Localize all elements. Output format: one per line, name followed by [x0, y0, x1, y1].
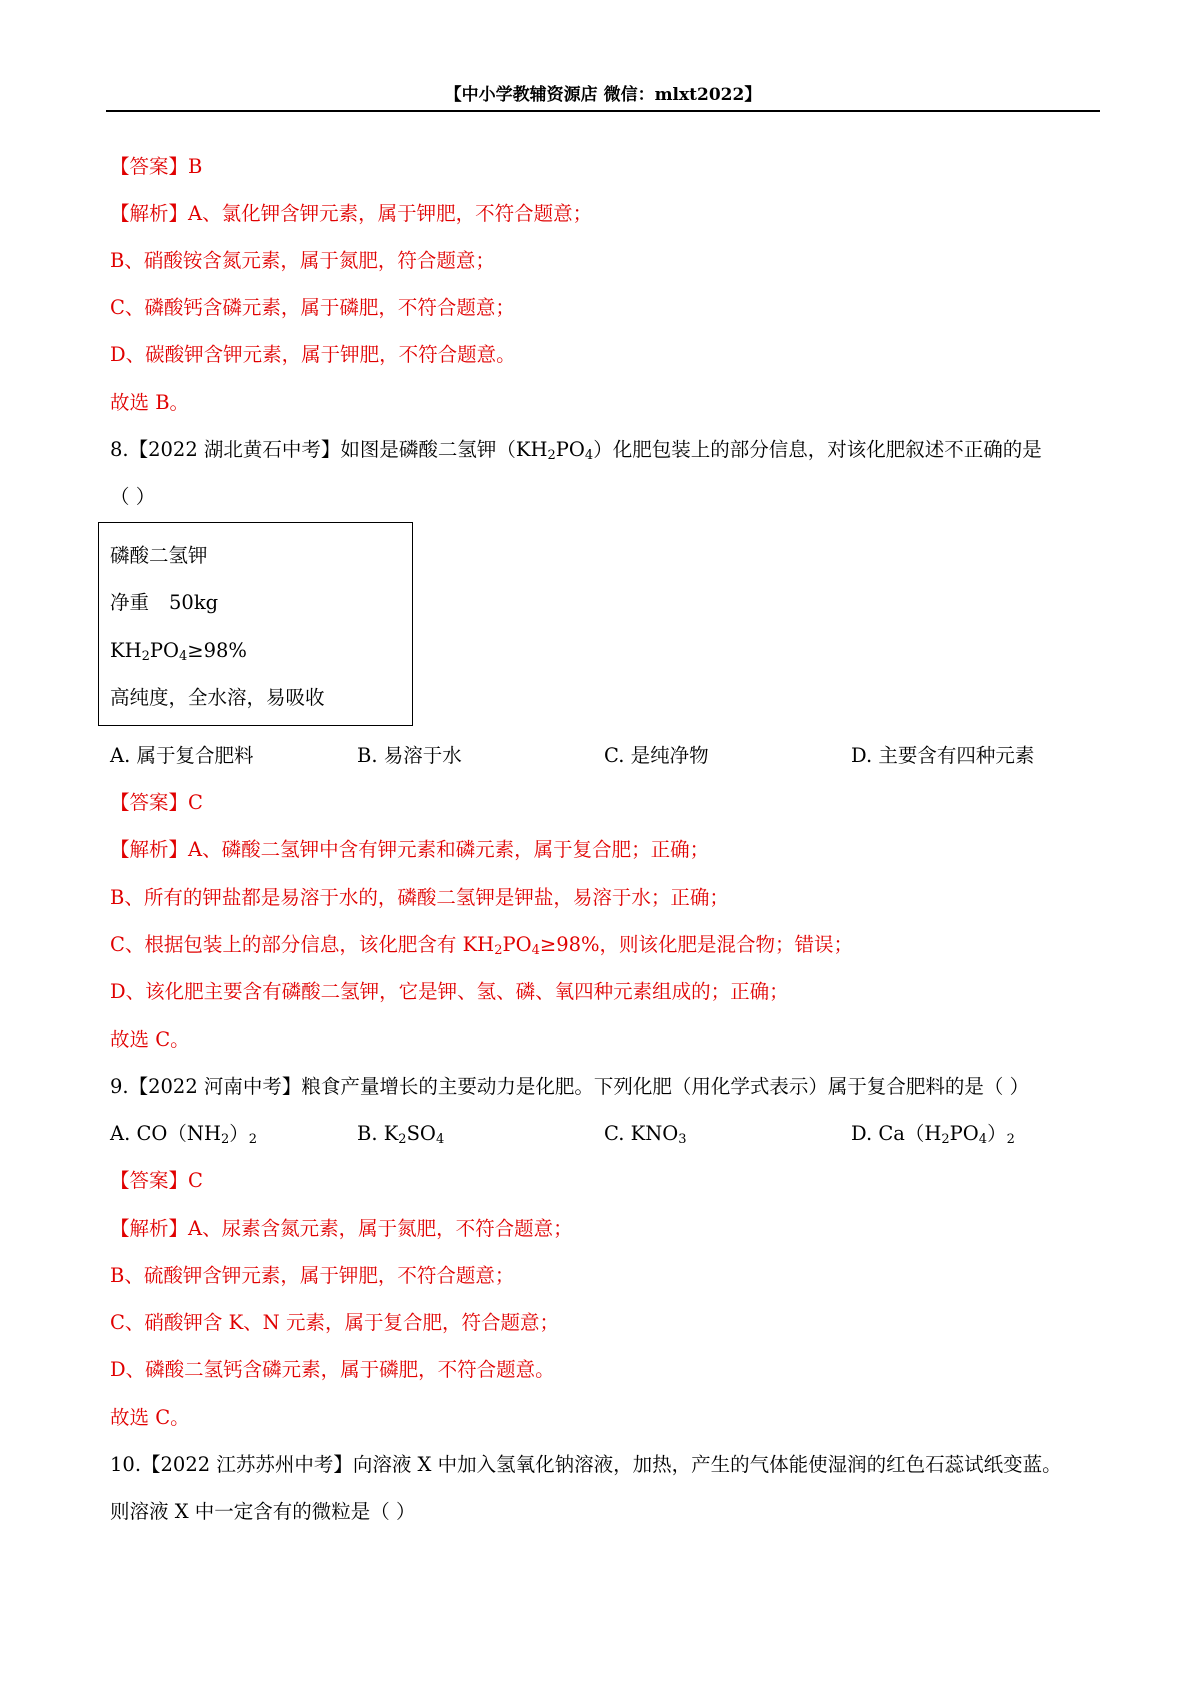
q9-option-a-close: ） [229, 1122, 249, 1145]
q9-option-d-sub: 2 [941, 1132, 950, 1147]
header-divider [106, 110, 1100, 112]
q9-option-b-main: B. K [357, 1122, 399, 1145]
label-net-weight [110, 590, 218, 616]
q9-option-d-sub: 4 [978, 1132, 988, 1147]
q9-answer [110, 1168, 203, 1194]
q8-bracket: （ ） [110, 485, 156, 508]
answer-label: 【答案】 [110, 1169, 189, 1192]
q7-answer [110, 154, 202, 180]
q9-option-a-sub: 2 [220, 1132, 230, 1147]
q7-analysis-d: D、碳酸钾含钾元素，属于钾肥，不符合题意。 [110, 343, 516, 366]
q9-analysis-a [110, 1216, 573, 1242]
q8-analysis-a [110, 837, 709, 863]
q9-option-d-close: ） [987, 1122, 1007, 1145]
q7-analysis-c: C、磷酸钙含磷元素，属于磷肥，不符合题意； [110, 296, 515, 319]
q9-stem: 9.【2022 河南中考】粮食产量增长的主要动力是化肥。下列化肥（用化学式表示）属于复合肥料的是（ ） [110, 1075, 1030, 1098]
q9-option-a [110, 1121, 257, 1147]
formula-sub: 4 [178, 649, 188, 664]
answer-label: 【答案】 [110, 155, 189, 178]
q9-option-d [851, 1121, 1015, 1147]
q9-analysis-b: B、硫酸钾含钾元素，属于钾肥，不符合题意； [110, 1264, 515, 1287]
answer-label: 【答案】 [110, 791, 189, 814]
q9-analysis-d: D、磷酸二氢钙含磷元素，属于磷肥，不符合题意。 [110, 1358, 555, 1381]
answer-value: B [188, 155, 203, 178]
q8-analysis-c [110, 932, 853, 958]
q8-analysis-d: D、该化肥主要含有磷酸二氢钾，它是钾、氢、磷、氧四种元素组成的；正确； [110, 980, 789, 1003]
page-header: 【中小学教辅资源店 微信：mlxt2022】 [444, 85, 762, 105]
q8-stem-sub: 4 [584, 448, 594, 463]
q8-stem-po: PO [555, 438, 585, 461]
answer-value: C [188, 791, 203, 814]
q9-option-b-mid: SO [406, 1122, 436, 1145]
q9-analysis-c: C、硝酸钾含 K、N 元素，属于复合肥，符合题意； [110, 1311, 559, 1334]
q8-stem-sub: 2 [547, 448, 556, 463]
analysis-label: 【解析】 [110, 838, 189, 861]
analysis-c-sub: 4 [531, 943, 540, 958]
label-formula [110, 638, 247, 664]
q8-stem-suffix: ）化肥包装上的部分信息，对该化肥叙述不正确的是 [593, 438, 1042, 461]
q9-option-a-sub: 2 [248, 1132, 258, 1147]
q9-option-d-mid: PO [949, 1122, 979, 1145]
analysis-label: 【解析】 [110, 1217, 189, 1240]
q8-stem-prefix: 8.【2022 湖北黄石中考】如图是磷酸二氢钾（KH [110, 438, 548, 461]
analysis-c-suffix: ≥98%，则该化肥是混合物；错误； [539, 933, 854, 956]
q8-option-d: D. 主要含有四种元素 [851, 744, 1035, 767]
q7-conclusion: 故选 B。 [110, 391, 190, 414]
analysis-text: A、尿素含氮元素，属于氮肥，不符合题意； [188, 1217, 573, 1240]
q7-analysis-a [110, 201, 592, 227]
net-weight-value: 50kg [169, 591, 219, 614]
formula-sub: 2 [141, 649, 150, 664]
q9-option-b [357, 1121, 444, 1147]
analysis-c-prefix: C、根据包装上的部分信息，该化肥含有 KH [110, 933, 495, 956]
q8-analysis-b: B、所有的钾盐都是易溶于水的，磷酸二氢钾是钾盐，易溶于水；正确； [110, 886, 729, 909]
answer-value: C [188, 1169, 203, 1192]
q8-answer [110, 790, 203, 816]
analysis-c-po: PO [502, 933, 532, 956]
q10-stem-line1: 10.【2022 江苏苏州中考】向溶液 X 中加入氢氧化钠溶液，加热，产生的气体能使湿润的红色石蕊试纸变蓝。 [110, 1453, 1062, 1476]
q8-option-b: B. 易溶于水 [357, 744, 462, 767]
q8-conclusion: 故选 C。 [110, 1028, 190, 1051]
formula-po: PO [149, 639, 179, 662]
q9-conclusion: 故选 C。 [110, 1406, 190, 1429]
net-weight-label: 净重 [110, 591, 150, 614]
q9-option-c-main: C. KNO [604, 1122, 679, 1145]
analysis-label: 【解析】 [110, 202, 189, 225]
q9-option-c [604, 1121, 687, 1147]
q9-option-c-sub: 3 [678, 1132, 687, 1147]
q9-option-d-main: D. Ca（H [851, 1122, 942, 1145]
q9-option-b-sub: 2 [398, 1132, 407, 1147]
formula-kh: KH [110, 639, 142, 662]
q7-analysis-b: B、硝酸铵含氮元素，属于氮肥，符合题意； [110, 249, 495, 272]
q9-option-a-main: A. CO（NH [110, 1122, 221, 1145]
q9-option-b-sub: 4 [435, 1132, 445, 1147]
q8-option-c: C. 是纯净物 [604, 744, 709, 767]
q9-option-d-sub: 2 [1006, 1132, 1015, 1147]
formula-purity: ≥98% [187, 639, 247, 662]
analysis-c-sub: 2 [494, 943, 503, 958]
q8-stem [110, 437, 1042, 463]
analysis-text: A、磷酸二氢钾中含有钾元素和磷元素，属于复合肥；正确； [188, 838, 710, 861]
label-features: 高纯度，全水溶，易吸收 [110, 686, 325, 709]
q8-option-a: A. 属于复合肥料 [110, 744, 254, 767]
fertilizer-label-box [98, 522, 413, 726]
q10-stem-line2: 则溶液 X 中一定含有的微粒是（ ） [110, 1500, 416, 1523]
label-name: 磷酸二氢钾 [110, 544, 208, 567]
analysis-text: A、氯化钾含钾元素，属于钾肥，不符合题意； [188, 202, 593, 225]
